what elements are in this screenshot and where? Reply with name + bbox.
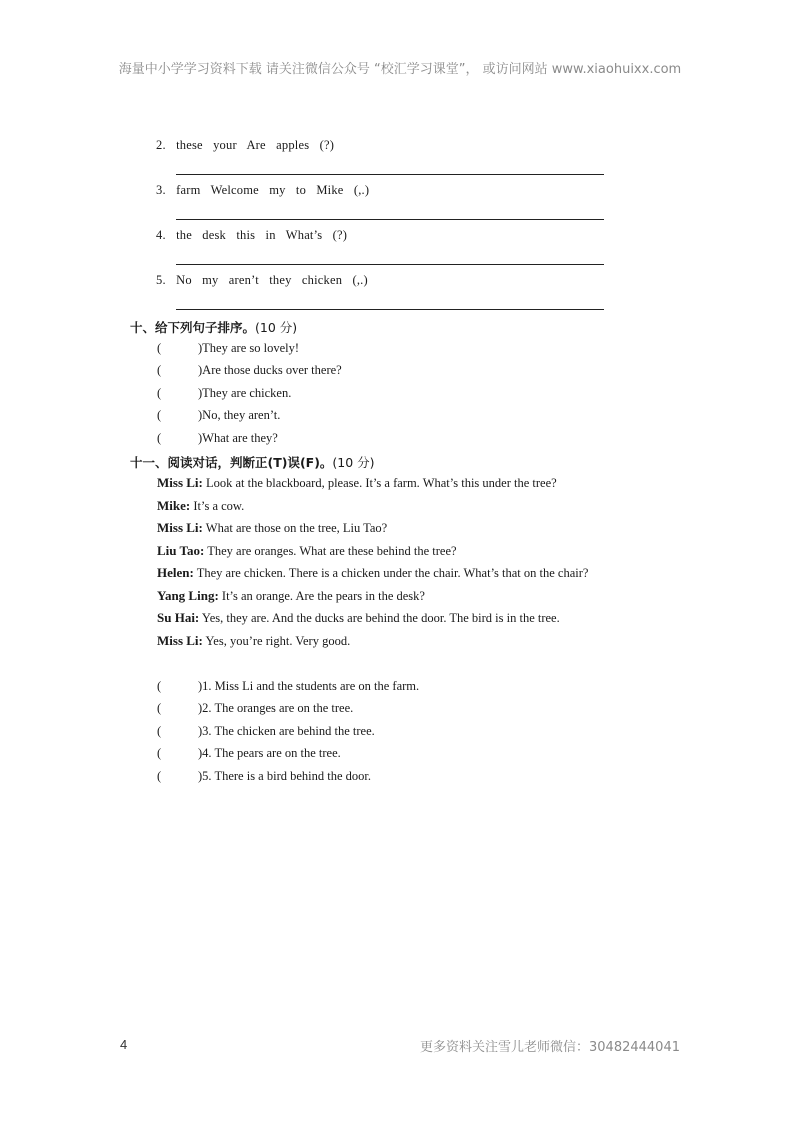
answer-blank[interactable]: ( [157, 724, 162, 738]
section-11-title-text: 十一、阅读对话，判断正(T)误(F)。 [130, 455, 333, 470]
reading-dialog [157, 472, 607, 652]
tf-statement-2: ( )2. The oranges are on the tree. [157, 701, 354, 715]
answer-line-2[interactable] [176, 174, 604, 175]
page-number: 4 [120, 1037, 128, 1052]
answer-blank[interactable]: ( [157, 431, 162, 445]
answer-blank[interactable]: ( [157, 408, 162, 422]
page-header-watermark: 海量中小学学习资料下载 请关注微信公众号 “校汇学习课堂”， 或访问网站 www.xiaohuixx.com [118, 62, 682, 77]
section-10-title [130, 318, 297, 336]
answer-blank[interactable]: ( [157, 769, 162, 783]
section-10-score: (10 分) [255, 320, 298, 335]
order-sentence-3: ( )They are chicken. [157, 386, 292, 400]
dialog-line: Miss Li: What are those on the tree, Liu Tao? [157, 520, 388, 535]
dialog-line: Mike: It’s a cow. [157, 497, 245, 513]
dialog-line: Miss Li: Yes, you’re right. Very good. [157, 632, 351, 648]
reorder-words-item-2: 2. these your Are apples (?) [156, 138, 335, 152]
order-sentence-1: ( )They are so lovely! [157, 341, 300, 355]
order-sentence-2: ( )Are those ducks over there? [157, 363, 342, 377]
dialog-line: Liu Tao: They are oranges. What are these behind the tree? [157, 542, 457, 558]
section-11-title [130, 453, 375, 471]
reorder-words-item-5: 5. No my aren’t they chicken (,.) [156, 273, 368, 287]
tf-statement-4: ( )4. The pears are on the tree. [157, 746, 341, 760]
answer-blank[interactable]: ( [157, 386, 162, 400]
section-10-title-text: 十、给下列句子排序。 [130, 320, 256, 335]
dialog-line: Helen: They are chicken. There is a chicken under the chair. What’s that on the chair? [157, 565, 589, 580]
order-sentence-4: ( )No, they aren’t. [157, 408, 281, 422]
footer-wechat-note: 更多资料关注雪儿老师微信：30482444041 [420, 1040, 680, 1055]
reorder-words-item-3: 3. farm Welcome my to Mike (,.) [156, 183, 370, 197]
dialog-line: Su Hai: Yes, they are. And the ducks are behind the door. The bird is in the tree. [157, 610, 560, 625]
reorder-words-item-4: 4. the desk this in What’s (?) [156, 228, 348, 242]
tf-statement-1: ( )1. Miss Li and the students are on the farm. [157, 679, 420, 693]
answer-line-3[interactable] [176, 219, 604, 220]
answer-line-5[interactable] [176, 309, 604, 310]
tf-statement-5: ( )5. There is a bird behind the door. [157, 769, 372, 783]
answer-blank[interactable]: ( [157, 679, 162, 693]
answer-line-4[interactable] [176, 264, 604, 265]
answer-blank[interactable]: ( [157, 746, 162, 760]
answer-blank[interactable]: ( [157, 341, 162, 355]
dialog-line: Miss Li: Look at the blackboard, please. It’s a farm. What’s this under the tree? [157, 475, 557, 490]
answer-blank[interactable]: ( [157, 363, 162, 377]
order-sentence-5: ( )What are they? [157, 431, 278, 445]
answer-blank[interactable]: ( [157, 701, 162, 715]
section-11-score: (10 分) [332, 455, 375, 470]
dialog-line: Yang Ling: It’s an orange. Are the pears in the desk? [157, 587, 425, 603]
tf-statement-3: ( )3. The chicken are behind the tree. [157, 724, 375, 738]
